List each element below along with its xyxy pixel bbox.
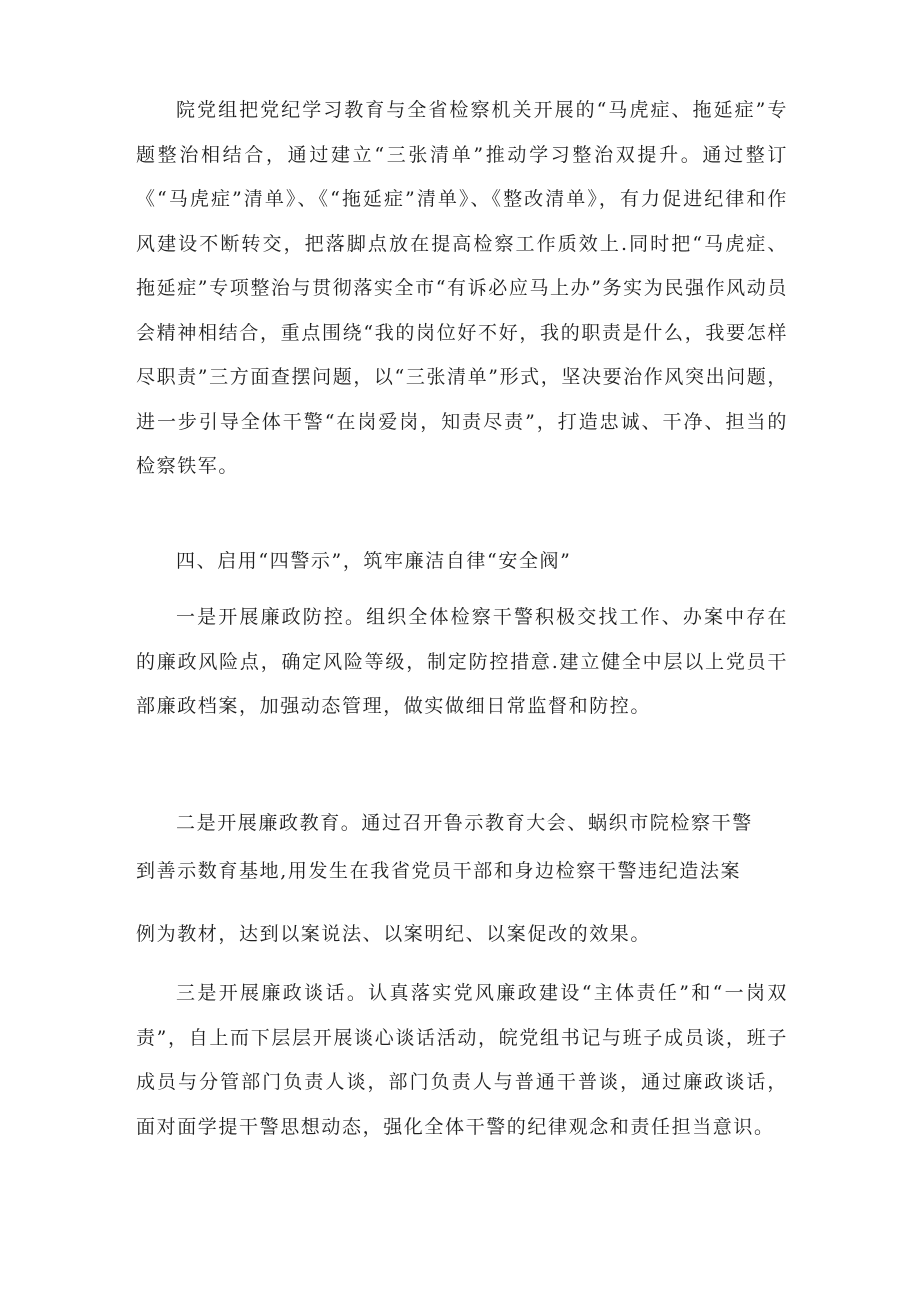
paragraph-rectification: 院党组把党纪学习教育与全省检察机关开展的“马虎症、拖延症”专题整治相结合，通过建立“三张清单”推动学习整治双提升。通过整订《“马虎症”清单》、《“拖延症”清单》、《整改清单》，有力促进纪律和作风建设不断转交，把落脚点放在提高检察工作质效上.同时把“马虎症、拖延症”专项整治与贯彻落实全市“有诉必应马上办”务实为民强作风动员会精神相结合，重点围绕“我的岗位好不好，我的职责是什么，我要怎样尽职责”三方面查摆问题，以“三张清单”形式，坚决要治作风突出问题，进一步引导全体干警“在岗爱岗，知责尽责”，打造忠诚、干净、担当的检察铁军。 — [136, 99, 788, 477]
section-heading-four-warnings: 四、启用“四警示”，筑牢廉洁自律“安全阀” — [176, 550, 572, 572]
paragraph-integrity-talks: 三是开展廉政谈话。认真落实党风廉政建设“主体责任”和“一岗双责”，自上而下层层开展谈心谈话活动，皖党组书记与班子成员谈，班子成员与分管部门负责人谈，部门负责人与普通干普谈，通过廉政谈话，面对面学提干警思想动态，强化全体干警的纪律观念和责任担当意识。 — [136, 982, 788, 1138]
paragraph-integrity-education-line-2: 到善示数育基地,用发生在我省党员干部和身边检察干警违纪造法案 — [136, 860, 742, 882]
paragraph-integrity-education-line-3: 例为教材，达到以案说法、以案明纪、以案促改的效果。 — [136, 923, 652, 945]
paragraph-integrity-education-line-1: 二是开展廉政教育。通过召开鲁示教育大会、蜗织市院检察干警 — [176, 812, 753, 834]
paragraph-integrity-prevention: 一是开展廉政防控。组织全体检察干警积极交找工作、办案中存在的廉政风险点，确定风险等级，制定防控措意.建立健全中层以上党员干部廉政档案，加强动态管理，做实做细日常监督和防控。 — [136, 606, 788, 717]
